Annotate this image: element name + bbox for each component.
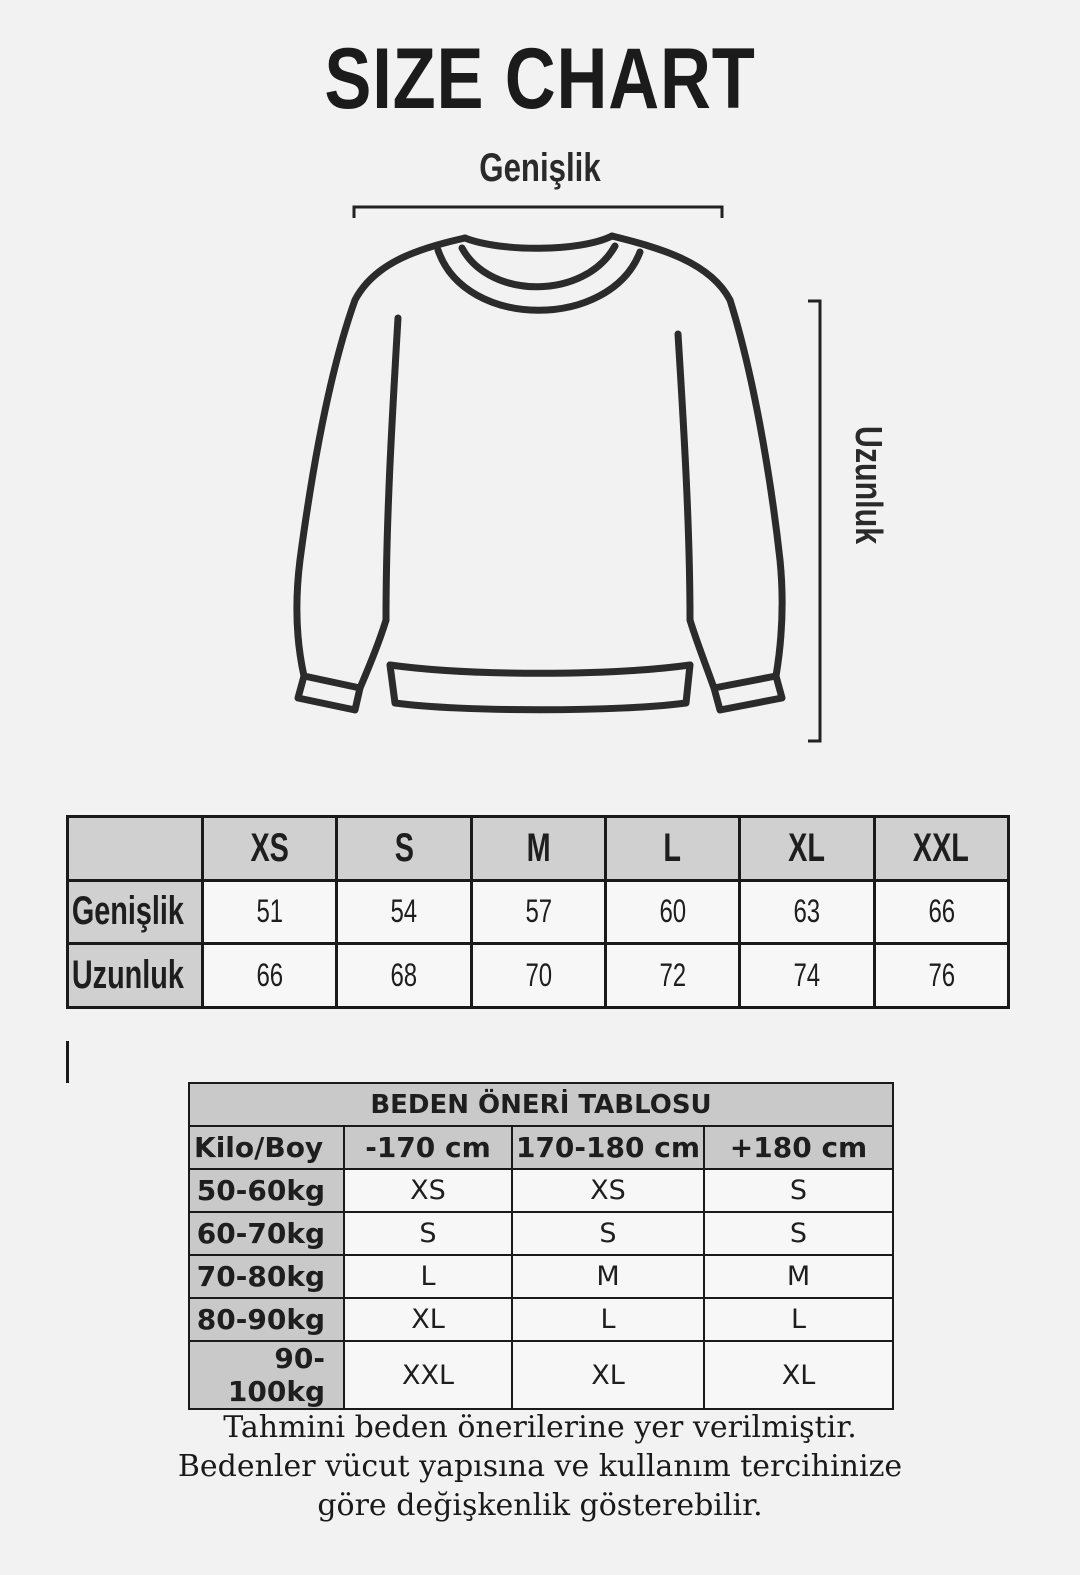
sweatshirt-outline-icon: [297, 236, 782, 710]
table-row: [68, 944, 1009, 1008]
table-row: [68, 880, 1009, 944]
weight-label: 90-100kg: [189, 1341, 344, 1409]
note-line: Tahmini beden önerilerine yer verilmiştir.: [223, 1410, 857, 1445]
page-title: SIZE CHART: [324, 31, 756, 127]
table-cell: 60: [605, 880, 739, 944]
size-label: L: [663, 825, 682, 870]
table-cell: 72: [605, 944, 739, 1008]
table-cell: S: [704, 1212, 893, 1255]
table-cell: 63: [740, 880, 874, 944]
width-bracket: [354, 207, 722, 218]
length-bracket: [808, 301, 820, 741]
note-line: Bedenler vücut yapısına ve kullanım tercihinize: [177, 1449, 903, 1484]
table-row: [189, 1298, 893, 1341]
table-cell: M: [512, 1255, 704, 1298]
size-label: XS: [250, 825, 289, 870]
size-label: XL: [788, 825, 826, 870]
table-cell: L: [344, 1255, 512, 1298]
table-cell: 76: [874, 944, 1008, 1008]
table-row: [189, 1212, 893, 1255]
table-cell: 66: [203, 944, 337, 1008]
size-header-row: [68, 817, 1009, 881]
size-header: [605, 817, 739, 881]
row-label: Uzunluk: [68, 944, 203, 1008]
table-cell: 70: [471, 944, 605, 1008]
table-cell: XL: [704, 1341, 893, 1409]
height-header: -170 cm: [344, 1126, 512, 1169]
size-header: [874, 817, 1008, 881]
table-cell: XS: [344, 1169, 512, 1212]
corner-cell: [68, 817, 203, 881]
size-label: M: [526, 825, 551, 870]
height-header-row: [189, 1126, 893, 1169]
size-label: S: [394, 825, 414, 870]
disclaimer-note: [0, 1408, 1080, 1525]
weight-label: 50-60kg: [189, 1169, 344, 1212]
size-chart-table: [66, 815, 1010, 1009]
weight-label: 60-70kg: [189, 1212, 344, 1255]
width-measure-label: Genişlik: [479, 146, 601, 190]
note-line: göre değişkenlik gösterebilir.: [317, 1488, 763, 1523]
table-cell: L: [704, 1298, 893, 1341]
size-label: XXL: [913, 825, 970, 870]
caption-row: [189, 1083, 893, 1126]
row-label: Genişlik: [68, 880, 203, 944]
table-cell: 66: [874, 880, 1008, 944]
size-header: [203, 817, 337, 881]
table-cell: 57: [471, 880, 605, 944]
size-header: [471, 817, 605, 881]
table-row: [189, 1255, 893, 1298]
table-cell: 51: [203, 880, 337, 944]
corner-label: Kilo/Boy: [189, 1126, 344, 1169]
table-cell: L: [512, 1298, 704, 1341]
table-cell: XS: [512, 1169, 704, 1212]
height-header: 170-180 cm: [512, 1126, 704, 1169]
table-row: [189, 1169, 893, 1212]
table-cell: 74: [740, 944, 874, 1008]
table-cell: XL: [344, 1298, 512, 1341]
table-caption: BEDEN ÖNERİ TABLOSU: [189, 1083, 893, 1126]
weight-label: 80-90kg: [189, 1298, 344, 1341]
table-cell: M: [704, 1255, 893, 1298]
height-header: +180 cm: [704, 1126, 893, 1169]
length-measure-label: Uzunluk: [847, 425, 889, 545]
table-cell: 54: [337, 880, 471, 944]
table-cell: S: [512, 1212, 704, 1255]
divider: [66, 1041, 69, 1083]
size-recommendation-table: [188, 1082, 894, 1410]
size-header: [337, 817, 471, 881]
table-cell: 68: [337, 944, 471, 1008]
table-cell: XXL: [344, 1341, 512, 1409]
size-header: [740, 817, 874, 881]
table-cell: S: [344, 1212, 512, 1255]
table-cell: XL: [512, 1341, 704, 1409]
table-cell: S: [704, 1169, 893, 1212]
table-row: [189, 1341, 893, 1409]
weight-label: 70-80kg: [189, 1255, 344, 1298]
